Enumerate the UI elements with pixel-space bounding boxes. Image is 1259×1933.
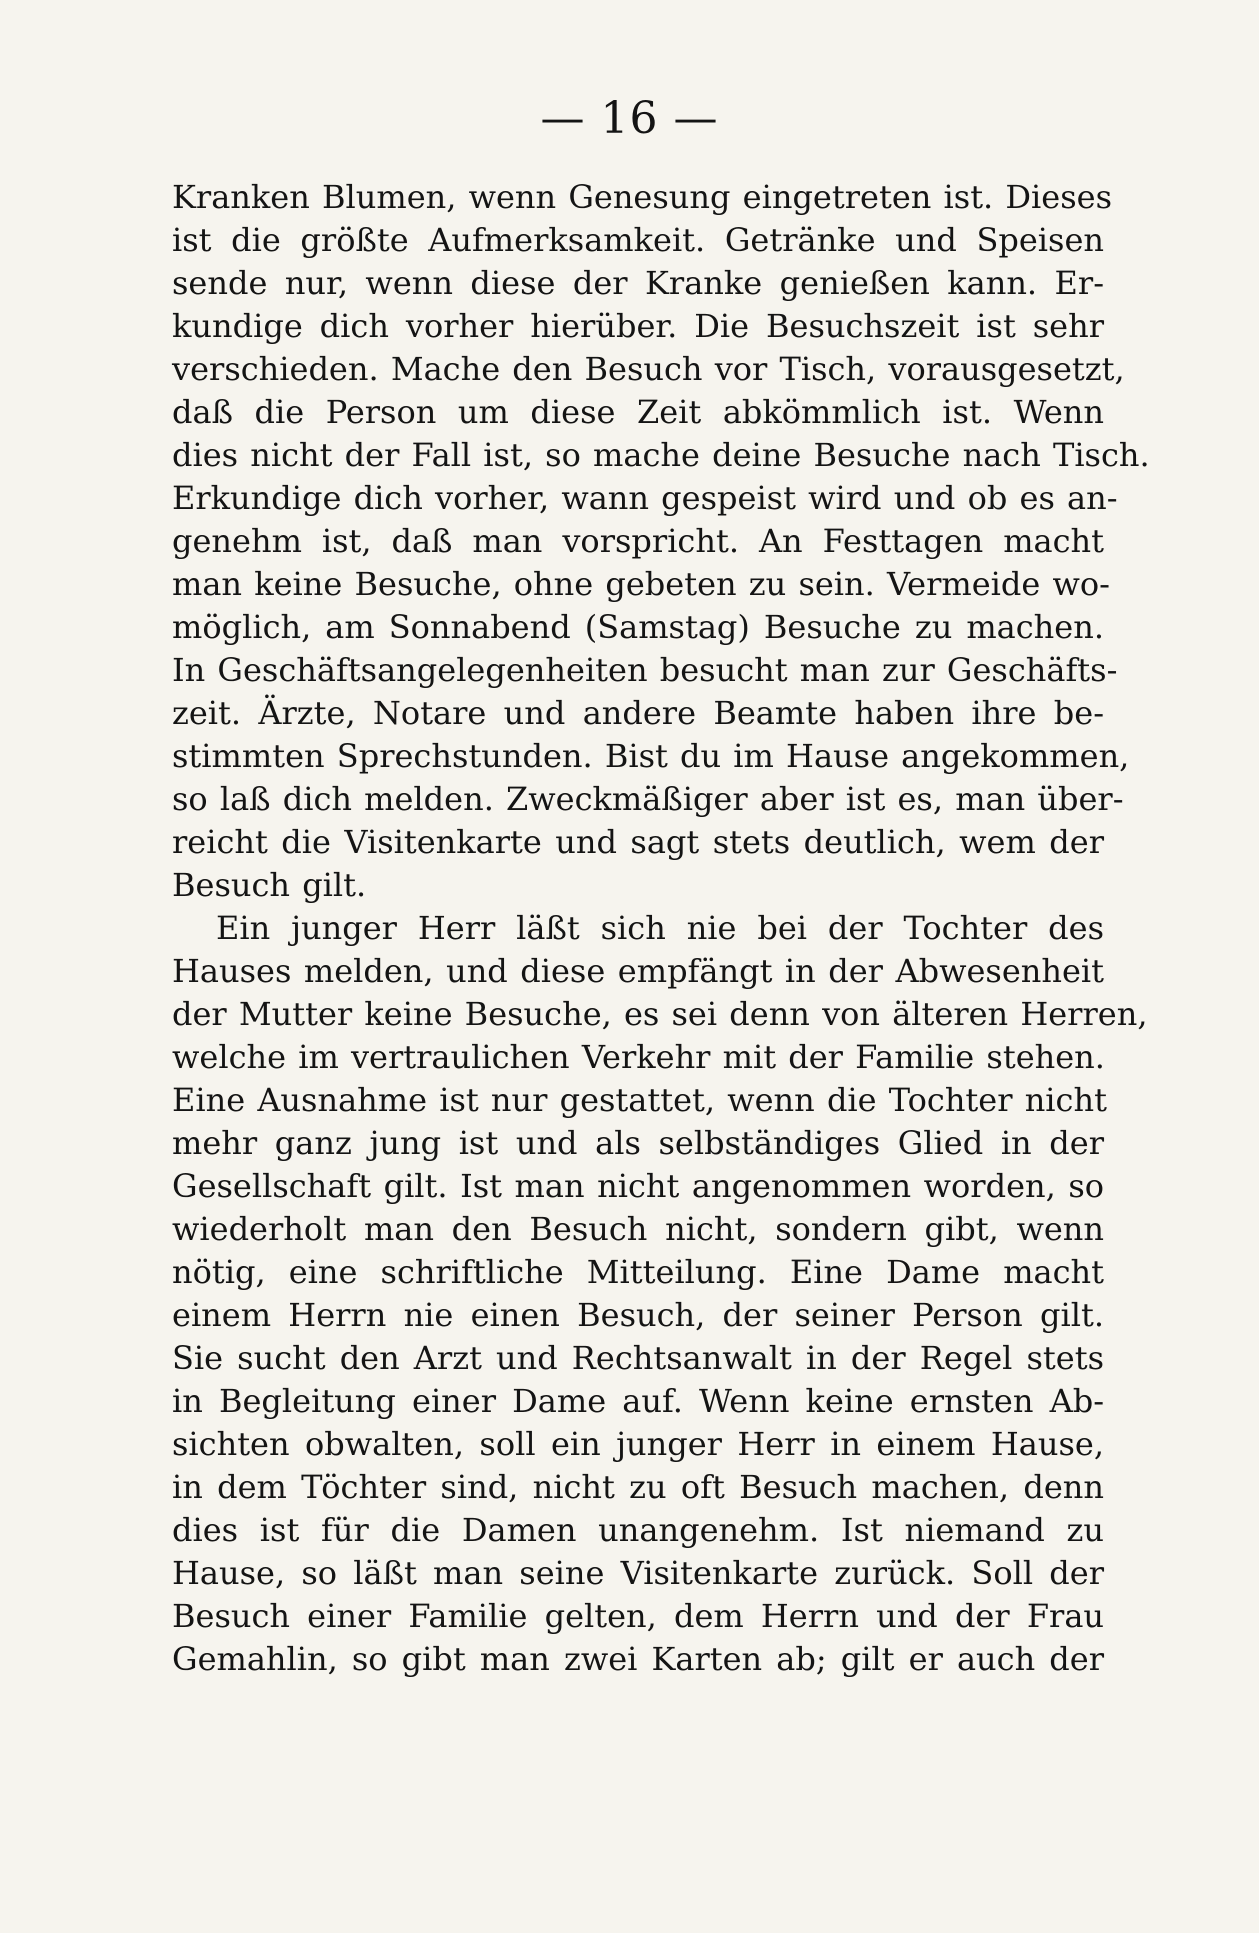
text-line: dies ist für die Damen unangenehm. Ist niemand zu <box>172 1511 1104 1549</box>
text-line: möglich, am Sonnabend (Samstag) Besuche zu machen. <box>172 608 1104 646</box>
text-line: wiederholt man den Besuch nicht, sondern gibt, wenn <box>172 1210 1104 1248</box>
text-line: Gesellschaft gilt. Ist man nicht angenommen worden, so <box>172 1167 1104 1205</box>
text-line: man keine Besuche, ohne gebeten zu sein. Vermeide wo- <box>172 565 1110 603</box>
text-line: welche im vertraulichen Verkehr mit der Familie stehen. <box>172 1038 1105 1076</box>
text-line: sichten obwalten, soll ein junger Herr in einem Hause, <box>172 1425 1104 1463</box>
page-number: — 16 — <box>540 93 719 144</box>
text-line: sende nur, wenn diese der Kranke genießen kann. Er- <box>172 264 1104 302</box>
text-line: der Mutter keine Besuche, es sei denn von älteren Herren, <box>172 995 1148 1033</box>
text-line: kundige dich vorher hierüber. Die Besuchszeit ist sehr <box>172 307 1104 345</box>
text-line: Besuch einer Familie gelten, dem Herrn und der Frau <box>172 1597 1104 1635</box>
text-line: Besuch gilt. <box>172 866 367 904</box>
text-line: mehr ganz jung ist und als selbständiges Glied in der <box>172 1124 1104 1162</box>
text-line: Sie sucht den Arzt und Rechtsanwalt in der Regel stets <box>172 1339 1104 1377</box>
text-line: genehm ist, daß man vorspricht. An Festtagen macht <box>172 522 1104 560</box>
body-text <box>172 176 1150 1681</box>
text-line: Erkundige dich vorher, wann gespeist wird und ob es an- <box>172 479 1118 517</box>
text-line: Kranken Blumen, wenn Genesung eingetreten ist. Dieses <box>172 178 1112 216</box>
text-line: einem Herrn nie einen Besuch, der seiner Person gilt. <box>172 1296 1104 1334</box>
text-line: reicht die Visitenkarte und sagt stets deutlich, wem der <box>172 823 1104 861</box>
text-line: Eine Ausnahme ist nur gestattet, wenn die Tochter nicht <box>172 1081 1107 1119</box>
text-line: ist die größte Aufmerksamkeit. Getränke und Speisen <box>172 221 1104 259</box>
text-line: in Begleitung einer Dame auf. Wenn keine ernsten Ab- <box>172 1382 1104 1420</box>
text-line: Gemahlin, so gibt man zwei Karten ab; gilt er auch der <box>172 1640 1104 1678</box>
text-line: In Geschäftsangelegenheiten besucht man zur Geschäfts- <box>172 651 1118 689</box>
text-line: nötig, eine schriftliche Mitteilung. Eine Dame macht <box>172 1253 1104 1291</box>
text-line: Ein junger Herr läßt sich nie bei der Tochter des <box>216 909 1104 947</box>
paragraph-1 <box>172 176 1150 907</box>
text-line: dies nicht der Fall ist, so mache deine Besuche nach Tisch. <box>172 436 1150 474</box>
text-line: verschieden. Mache den Besuch vor Tisch, vorausgesetzt, <box>172 350 1125 388</box>
paragraph-2 <box>172 907 1148 1681</box>
text-line: stimmten Sprechstunden. Bist du im Hause angekommen, <box>172 737 1130 775</box>
text-line: Hause, so läßt man seine Visitenkarte zurück. Soll der <box>172 1554 1104 1592</box>
text-line: in dem Töchter sind, nicht zu oft Besuch machen, denn <box>172 1468 1104 1506</box>
text-line: so laß dich melden. Zweckmäßiger aber ist es, man über- <box>172 780 1124 818</box>
text-line: Hauses melden, und diese empfängt in der Abwesenheit <box>172 952 1104 990</box>
text-line: daß die Person um diese Zeit abkömmlich ist. Wenn <box>172 393 1104 431</box>
text-line: zeit. Ärzte, Notare und andere Beamte haben ihre be- <box>172 694 1104 732</box>
